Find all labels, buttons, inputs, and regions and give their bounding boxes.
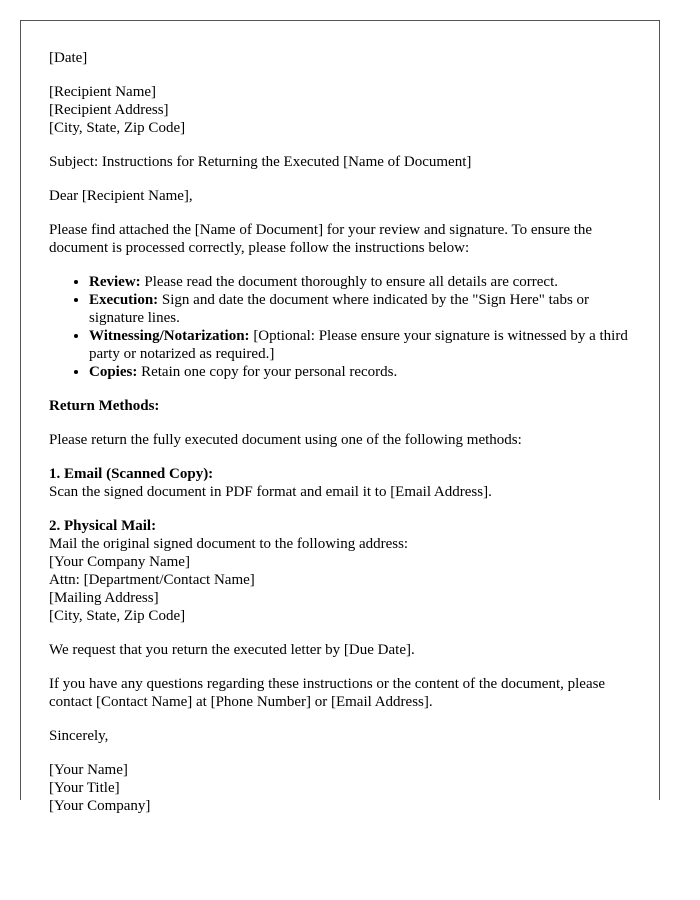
instruction-label: Witnessing/Notarization: [89, 328, 250, 344]
instructions-list [49, 273, 637, 381]
recipient-name: [Recipient Name] [49, 84, 157, 100]
letter-date: [Date] [49, 50, 88, 66]
instruction-label: Copies: [89, 364, 138, 380]
mail-city-state-zip: [City, State, Zip Code] [49, 608, 186, 624]
instruction-label: Review: [89, 274, 141, 290]
signature-block [49, 761, 637, 815]
instruction-label: Execution: [89, 292, 159, 308]
questions-paragraph: If you have any questions regarding these instructions or the content of the document, please contact [Contact Name] at [Phone Number] or [Email Address]. [49, 676, 606, 710]
email-method [49, 465, 637, 501]
letter-page [20, 20, 660, 814]
recipient-block [49, 83, 637, 137]
mail-method-text: Mail the original signed document to the following address: [49, 536, 409, 552]
instruction-text: Sign and date the document where indicated by the "Sign Here" tabs or signature lines. [89, 292, 590, 326]
list-item [89, 291, 637, 327]
list-item [89, 363, 637, 381]
return-methods-intro: Please return the fully executed document using one of the following methods: [49, 432, 522, 448]
recipient-city-state-zip: [City, State, Zip Code] [49, 120, 186, 136]
list-item [89, 273, 637, 291]
due-date-request: We request that you return the executed letter by [Due Date]. [49, 642, 415, 658]
mail-address: [Mailing Address] [49, 590, 159, 606]
recipient-address: [Recipient Address] [49, 102, 169, 118]
signature-company: [Your Company] [49, 798, 151, 814]
email-method-text: Scan the signed document in PDF format and email it to [Email Address]. [49, 484, 492, 500]
subject-line: Subject: Instructions for Returning the Executed [Name of Document] [49, 154, 472, 170]
instruction-text: Retain one copy for your personal records. [137, 364, 398, 380]
list-item [89, 327, 637, 363]
signature-name: [Your Name] [49, 762, 128, 778]
closing: Sincerely, [49, 728, 109, 744]
return-methods-heading: Return Methods: [49, 398, 160, 414]
mail-method-heading: 2. Physical Mail: [49, 518, 157, 534]
instruction-text: [Optional: Please ensure your signature is witnessed by a third party or notarized as required.] [89, 328, 628, 362]
mail-method [49, 517, 637, 625]
instruction-text: Please read the document thoroughly to ensure all details are correct. [140, 274, 558, 290]
intro-paragraph: Please find attached the [Name of Document] for your review and signature. To ensure the document is processed correctly, please follow the instructions below: [49, 222, 593, 256]
mail-company: [Your Company Name] [49, 554, 190, 570]
letter-body [49, 49, 637, 831]
mail-attn: Attn: [Department/Contact Name] [49, 572, 255, 588]
salutation: Dear [Recipient Name], [49, 188, 193, 204]
email-method-heading: 1. Email (Scanned Copy): [49, 466, 214, 482]
signature-title: [Your Title] [49, 780, 120, 796]
